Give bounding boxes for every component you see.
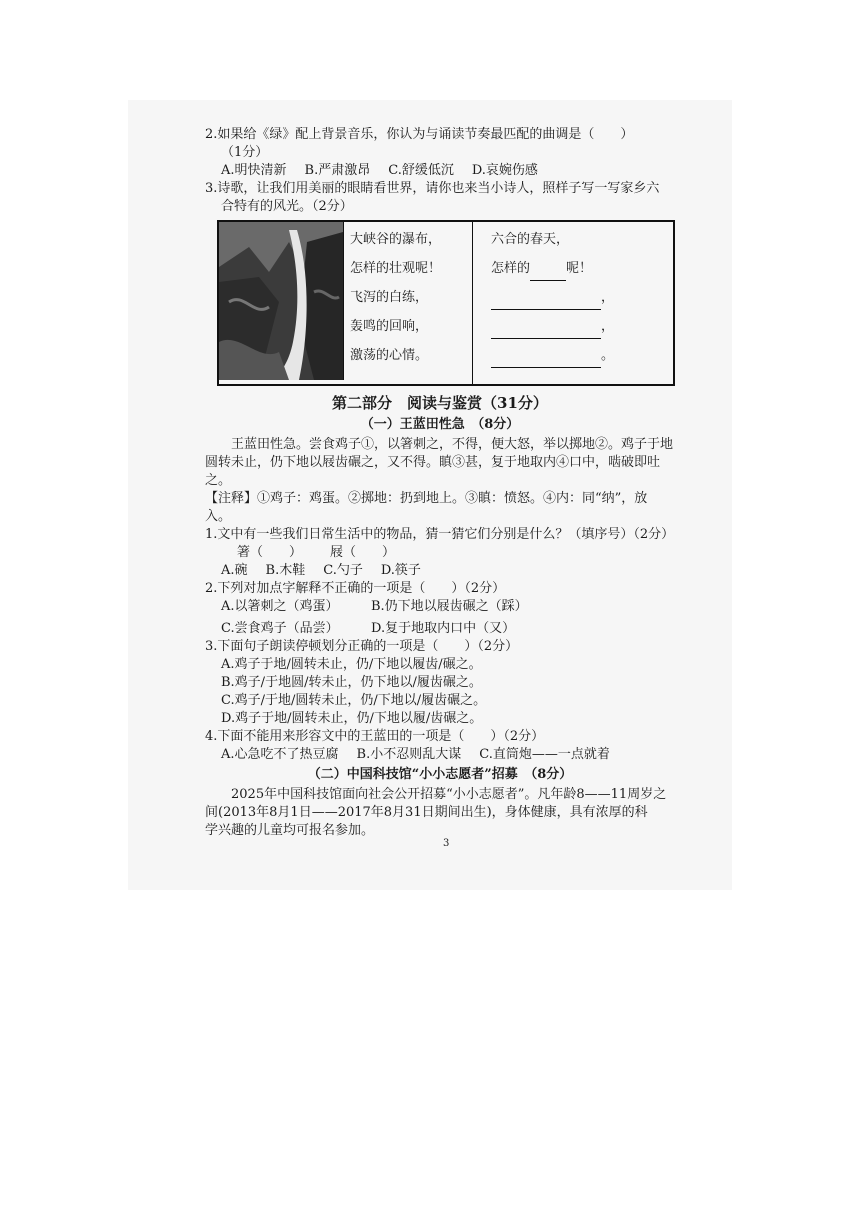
q2-option-c: C.舒缓低沉 bbox=[388, 163, 454, 178]
s1-q4-option-b: B.小不忍则乱大谋 bbox=[356, 747, 462, 762]
poem-punct-3: 。 bbox=[601, 348, 615, 363]
section2-text-line2: 间(2013年8月1日——2017年8月31日期间出生)，身体健康，具有浓厚的科 bbox=[205, 805, 648, 820]
s1-q1-blank-zhu: 箸（ ） bbox=[237, 545, 303, 560]
s1-q2-option-b: B.仍下地以屐齿碾之（踩） bbox=[371, 599, 528, 614]
poem-punct-2: ， bbox=[601, 319, 615, 334]
section1-note-line1: 【注释】①鸡子：鸡蛋。②掷地：扔到地上。③瞋：愤怒。④内：同“纳”，放 bbox=[205, 491, 648, 506]
s1-q4-option-c: C.直筒炮——一点就着 bbox=[479, 747, 610, 762]
poem-example-line4: 轰鸣的回响， bbox=[350, 319, 429, 334]
s1-q3-option-b: B.鸡子/于地圆/转未止，仍下地以/履齿碾之。 bbox=[221, 675, 482, 690]
q3-stem-line1: 3.诗歌，让我们用美丽的眼睛看世界，请你也来当小诗人，照样子写一写家乡六 bbox=[205, 181, 660, 196]
s1-q3-option-c: C.鸡子/于地/圆转未止，仍/下地以/履齿碾之。 bbox=[221, 693, 487, 708]
s1-q3-option-d: D.鸡子于地/圆转未止，仍/下地以履/齿碾之。 bbox=[221, 711, 483, 726]
section1-title: （一）王蓝田性急 （8分） bbox=[360, 417, 520, 432]
poem-answer-cell bbox=[473, 222, 673, 384]
poem-answer-line1: 六合的春天， bbox=[491, 232, 570, 247]
poem-example-line5: 激荡的心情。 bbox=[350, 348, 429, 363]
poem-blank-4[interactable] bbox=[491, 353, 601, 368]
poem-blank-2[interactable] bbox=[491, 295, 601, 310]
poem-answer-line2-suffix: 呢！ bbox=[566, 261, 593, 276]
waterfall-photo bbox=[219, 222, 344, 380]
poem-blank-3[interactable] bbox=[491, 324, 601, 339]
section1-text-line3: 之。 bbox=[205, 473, 232, 488]
s1-q2-option-c: C.尝食鸡子（品尝） bbox=[221, 621, 339, 636]
poem-example-line2: 怎样的壮观呢！ bbox=[350, 261, 442, 276]
poem-example-line1: 大峡谷的瀑布， bbox=[350, 232, 442, 247]
poem-answer-line4 bbox=[491, 315, 673, 344]
s1-q2-options bbox=[205, 598, 675, 638]
s1-q1-options bbox=[205, 562, 675, 580]
waterfall-image bbox=[219, 222, 343, 380]
poem-example-line3: 飞泻的白练， bbox=[350, 290, 429, 305]
s1-q1-option-c: C.勺子 bbox=[323, 563, 363, 578]
exam-page bbox=[205, 126, 675, 840]
section2-title: （二）中国科技馆“小小志愿者”招募 （8分） bbox=[307, 767, 573, 782]
s1-q2-option-d: D.复于地取内口中（又） bbox=[371, 621, 516, 636]
s1-q3-stem: 3.下面句子朗读停顿划分正确的一项是（ ）（2分） bbox=[205, 639, 519, 654]
q2-stem: 2.如果给《绿》配上背景音乐，你认为与诵读节奏最匹配的曲调是（ ） bbox=[205, 127, 634, 142]
page-number: 3 bbox=[443, 838, 450, 849]
q2-option-a: A.明快清新 bbox=[221, 163, 287, 178]
q3-stem-line2: 合特有的风光。（2分） bbox=[221, 199, 353, 214]
s1-q1-option-a: A.碗 bbox=[221, 563, 248, 578]
poem-answer-line5 bbox=[491, 344, 673, 373]
poem-blank-1[interactable] bbox=[530, 266, 566, 281]
s1-q1-blank-ji: 屐（ ） bbox=[330, 545, 396, 560]
section2-text-line1: 2025年中国科技馆面向社会公开招募“小小志愿者”。凡年龄8——11周岁之 bbox=[231, 787, 667, 802]
section1-note-line2: 入。 bbox=[205, 509, 232, 524]
s1-q3-option-a: A.鸡子于地/圆转未止，仍/下地以履齿/碾之。 bbox=[221, 657, 482, 672]
poem-answer-line3 bbox=[491, 286, 673, 315]
s1-q1-blanks bbox=[205, 544, 675, 562]
q2-options bbox=[205, 162, 675, 180]
part2-title: 第二部分 阅读与鉴赏（31分） bbox=[332, 394, 548, 412]
s1-q1-option-d: D.筷子 bbox=[380, 563, 421, 578]
s1-q1-option-b: B.木鞋 bbox=[265, 563, 306, 578]
q2-score: （1分） bbox=[221, 145, 269, 160]
poem-answer-line2-prefix: 怎样的 bbox=[491, 261, 531, 276]
poem-punct-1: ， bbox=[601, 290, 615, 305]
q2-option-d: D.哀婉伤感 bbox=[471, 163, 538, 178]
s1-q2-stem: 2.下列对加点字解释不正确的一项是（ ）（2分） bbox=[205, 581, 506, 596]
poem-example-cell bbox=[344, 222, 473, 384]
q2-option-b: B.严肃激昂 bbox=[304, 163, 371, 178]
s1-q1-stem: 1.文中有一些我们日常生活中的物品，猜一猜它们分别是什么？（填序号）（2分） bbox=[205, 527, 675, 542]
poem-answer-line2 bbox=[491, 257, 673, 286]
poem-table bbox=[217, 220, 675, 386]
s1-q4-options bbox=[205, 746, 675, 764]
section2-text-line3: 学兴趣的儿童均可报名参加。 bbox=[205, 823, 375, 838]
section1-text-line1: 王蓝田性急。尝食鸡子①，以箸刺之，不得，便大怒，举以掷地②。鸡子于地 bbox=[231, 437, 674, 452]
s1-q4-option-a: A.心急吃不了热豆腐 bbox=[221, 747, 339, 762]
s1-q4-stem: 4.下面不能用来形容文中的王蓝田的一项是（ ）（2分） bbox=[205, 729, 545, 744]
s1-q2-option-a: A.以箸刺之（鸡蛋） bbox=[221, 599, 339, 614]
section1-text-line2: 圆转未止，仍下地以屐齿碾之，又不得。瞋③甚，复于地取内④口中，啮破即吐 bbox=[205, 455, 661, 470]
